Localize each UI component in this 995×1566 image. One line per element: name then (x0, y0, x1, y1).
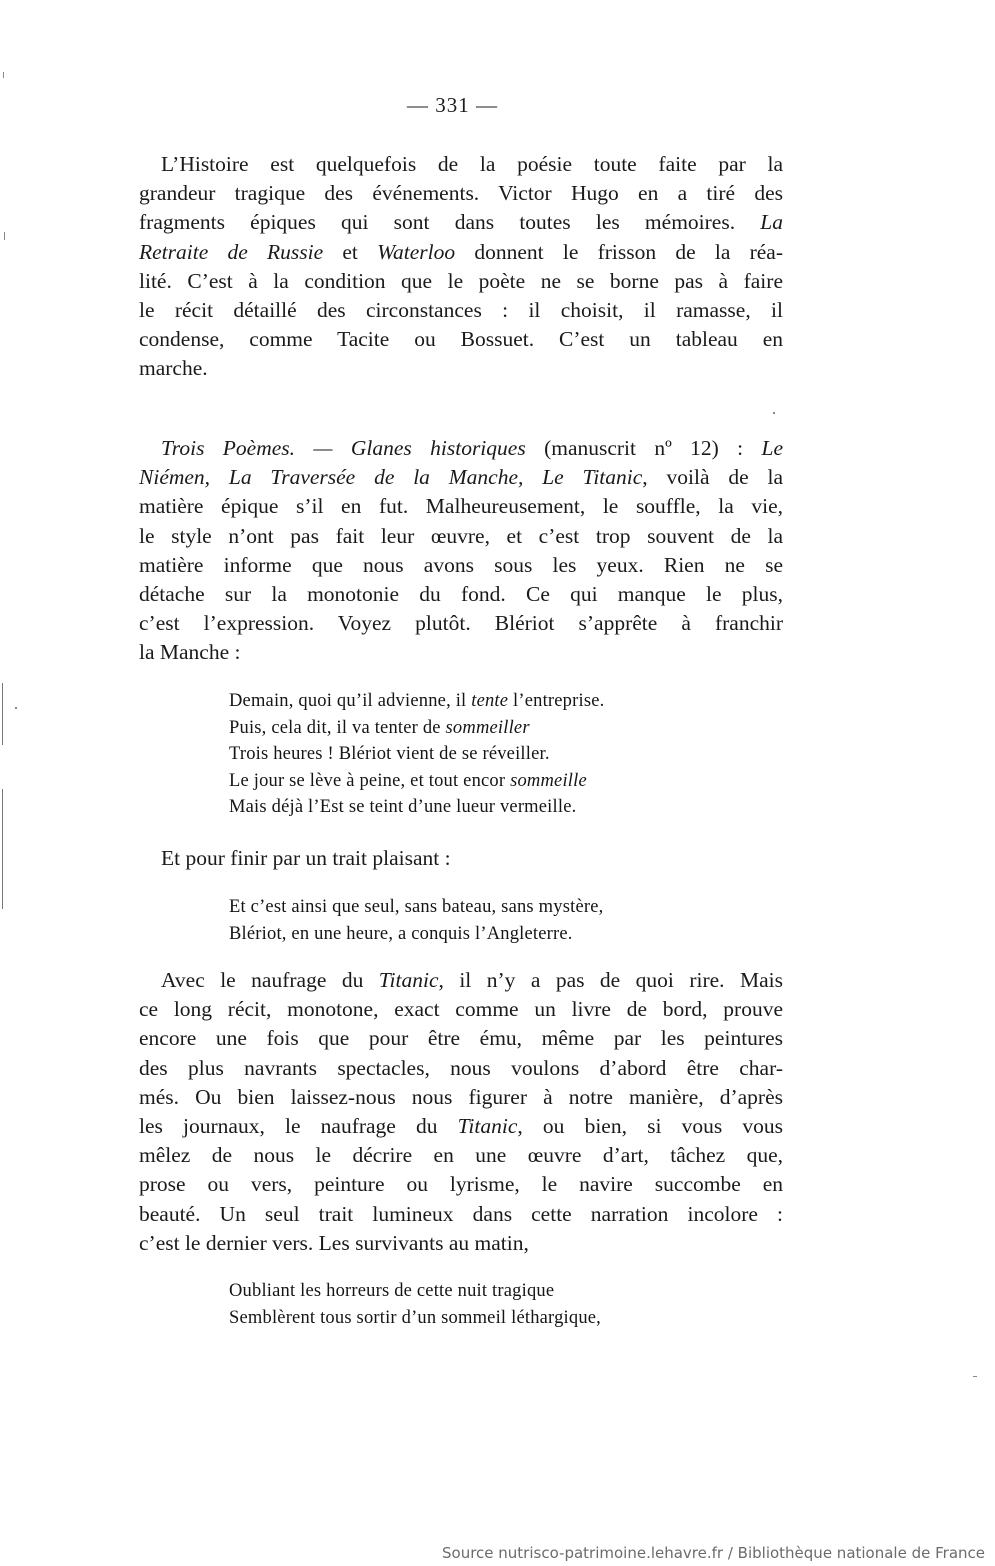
text-run: , il n’y a pas de quoi rire. Mais (438, 968, 783, 992)
text-run: beauté. Un seul trait lumineux dans cette narration incolore : (139, 1201, 783, 1226)
italic-text: Titanic (457, 1114, 518, 1139)
text-run: matière informe que nous avons sous les yeux. Rien ne se (139, 552, 783, 577)
text-run: le style n’ont pas fait leur œuvre, et c’est trop souvent de la (139, 523, 783, 548)
text-run: prose ou vers, peinture ou lyrisme, le navire succombe en (139, 1172, 783, 1197)
text-line (139, 1229, 783, 1258)
text-run: ce long récit, monotone, exact comme un livre de bord, prouve (139, 997, 783, 1022)
verse-bleriot-dawn (229, 688, 604, 821)
paragraph-histoire (139, 150, 783, 384)
text-line (139, 580, 783, 609)
italic-text: Niémen, La Traversée de la Manche, Le Titanic (139, 465, 643, 490)
text-run: et (323, 239, 378, 264)
text-run: fragments épiques qui sont dans toutes les mémoires. (139, 210, 761, 235)
text-run: Oubliant les horreurs de cette nuit tragique (229, 1281, 555, 1301)
text-run: més. Ou bien laissez-nous nous figurer à notre manière, d’après (139, 1084, 783, 1109)
verse-line (229, 741, 604, 768)
text-run: c’est le dernier vers. Les survivants au matin, (139, 1230, 529, 1255)
italic-text: La (760, 210, 783, 235)
text-run: L’Histoire est quelquefois de la poésie toute faite par la (161, 152, 783, 176)
text-run: (manuscrit nº 12) : (525, 436, 762, 460)
scan-margin-mark (2, 683, 3, 745)
text-run: détache sur la monotonie du fond. Ce qui manque le plus, (139, 582, 783, 607)
text-line (139, 1170, 783, 1199)
text-run: des plus navrants spectacles, nous voulons d’abord être char- (139, 1055, 783, 1080)
verse-line (229, 1278, 601, 1305)
text-run: encore une fois que pour être ému, même par les peintures (139, 1026, 783, 1051)
text-line (139, 325, 783, 354)
scan-speck (4, 232, 5, 240)
paragraph-pour-finir (139, 844, 783, 873)
text-line (139, 208, 783, 237)
scan-speck (3, 72, 4, 78)
scan-speck (973, 1376, 977, 1377)
verse-bleriot-conquest (229, 894, 603, 947)
verse-line (229, 921, 603, 948)
text-run: l’entreprise. (508, 691, 605, 711)
scan-margin-mark (2, 789, 3, 909)
text-line (139, 354, 783, 383)
text-run: grandeur tragique des événements. Victor Hugo en a tiré des (139, 181, 783, 206)
verse-line (229, 768, 604, 795)
verse-line (229, 794, 604, 821)
text-line (139, 551, 783, 580)
text-line (139, 995, 783, 1024)
text-line (139, 296, 783, 325)
text-line (139, 1083, 783, 1112)
text-run: Avec le naufrage du (161, 968, 379, 992)
verse-line (229, 894, 603, 921)
italic-text: sommeiller (445, 717, 530, 738)
text-line (139, 609, 783, 638)
text-line (139, 1024, 783, 1053)
text-run: Blériot, en une heure, a conquis l’Angleterre. (229, 923, 573, 944)
verse-line (229, 1305, 601, 1332)
scan-speck (15, 707, 17, 709)
italic-text: Trois Poèmes. — Glanes historiques (161, 436, 526, 460)
text-run: Et pour finir par un trait plaisant : (161, 846, 451, 870)
text-run: matière épique s’il en fut. Malheureusement, le souffle, la vie, (139, 494, 783, 519)
italic-text: Titanic (378, 968, 439, 992)
verse-line (229, 715, 604, 742)
text-line (139, 1054, 783, 1083)
text-line (139, 966, 783, 995)
text-run: Trois heures ! Blériot vient de se réveiller. (229, 744, 550, 764)
text-run: mêlez de nous le décrire en une œuvre d’art, tâchez que, (139, 1143, 783, 1168)
text-run: le récit détaillé des circonstances : il choisit, il ramasse, il (139, 298, 783, 323)
text-line (139, 1200, 783, 1229)
text-line (139, 638, 783, 667)
text-line (139, 150, 783, 179)
text-run: Le jour se lève à peine, et tout encor (229, 770, 511, 791)
text-line (139, 179, 783, 208)
verse-titanic-survivors (229, 1278, 601, 1331)
text-run: , ou bien, si vous vous (517, 1114, 783, 1139)
text-line (139, 238, 783, 267)
paragraph-titanic (139, 966, 783, 1258)
italic-text: Le (761, 436, 783, 460)
text-run: Puis, cela dit, il va tenter de (229, 717, 446, 738)
text-run: la Manche : (139, 640, 241, 665)
text-run: les journaux, le naufrage du (139, 1114, 458, 1139)
text-line (139, 492, 783, 521)
source-attribution: Source nutrisco-patrimoine.lehavre.fr / Bibliothèque nationale de France (442, 1544, 985, 1562)
paragraph-trois-poemes (139, 434, 783, 668)
text-line (139, 1112, 783, 1141)
italic-text: Waterloo (377, 239, 456, 264)
text-line (139, 434, 783, 463)
page-number: — 331 — (407, 93, 498, 117)
text-run: Mais déjà l’Est se teint d’une lueur vermeille. (229, 797, 577, 817)
text-run: lité. C’est à la condition que le poète ne se borne pas à faire (139, 268, 783, 293)
text-run: , voilà de la (642, 465, 783, 490)
text-line (139, 1141, 783, 1170)
text-run: Demain, quoi qu’il advienne, il (229, 691, 472, 711)
text-line (139, 463, 783, 492)
text-run: c’est l’expression. Voyez plutôt. Blériot s’apprête à franchir (139, 611, 783, 636)
italic-text: Retraite de Russie (139, 239, 324, 264)
text-run: condense, comme Tacite ou Bossuet. C’est un tableau en (139, 327, 783, 352)
scan-speck (773, 412, 775, 414)
italic-text: tente (471, 691, 509, 711)
text-run: Et c’est ainsi que seul, sans bateau, sans mystère, (229, 897, 604, 917)
text-line (139, 267, 783, 296)
italic-text: sommeille (510, 770, 587, 791)
text-line (139, 844, 783, 873)
text-run: Semblèrent tous sortir d’un sommeil léthargique, (229, 1307, 602, 1328)
text-run: donnent le frisson de la réa- (455, 239, 783, 264)
text-run: marche. (139, 356, 208, 381)
verse-line (229, 688, 604, 715)
text-line (139, 522, 783, 551)
